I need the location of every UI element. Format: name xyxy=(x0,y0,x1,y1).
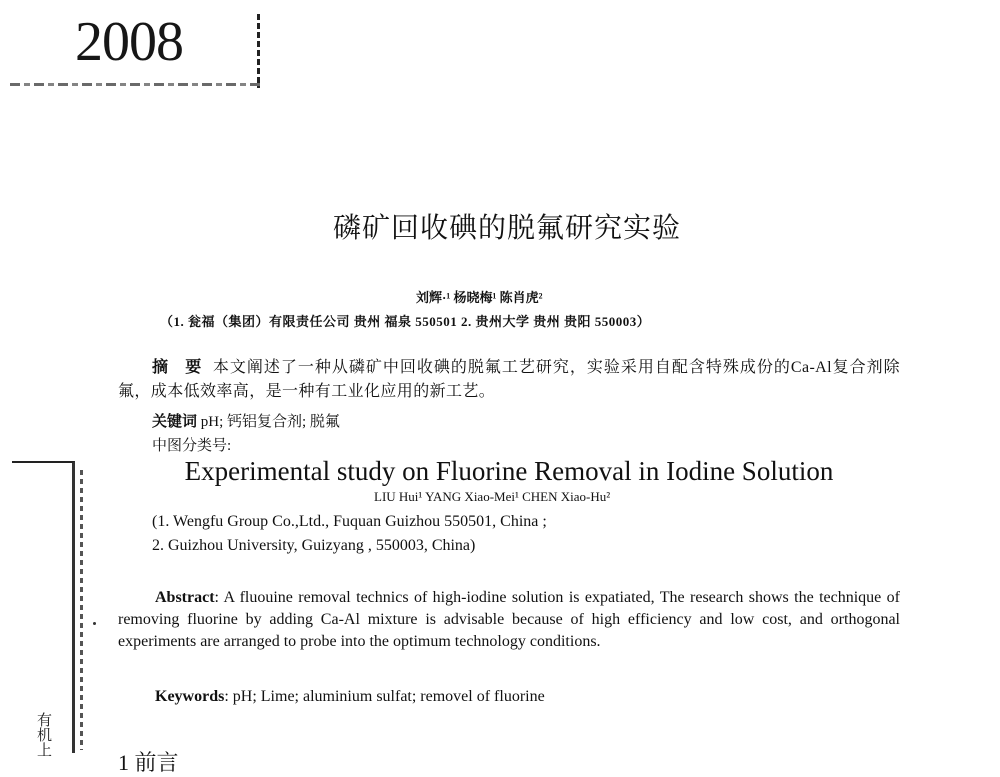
authors-chinese: 刘辉·¹ 杨晓梅¹ 陈肖虎² xyxy=(416,290,543,305)
abstract-english-text: : A fluouine removal technics of high-iodine solution is expatiated, The research shows the technique of removing fluorine by adding Ca-Al mixture is advisable because of high efficiency and low cost, and orthogonal experiments are arranged to probe into the optimum technology conditions. xyxy=(118,589,900,650)
margin-side-text: 有机上 xyxy=(37,713,53,759)
affiliation-english-line-2: 2. Guizhou University, Guizyang , 550003, China) xyxy=(152,537,476,554)
keywords-chinese-label: 关键词 xyxy=(152,414,198,430)
margin-binding-bracket xyxy=(12,461,75,753)
keywords-chinese-text: pH; 钙铝复合剂; 脱氟 xyxy=(200,414,340,430)
abstract-english-label: Abstract xyxy=(155,589,215,606)
year-stamp-rule-horizontal xyxy=(10,83,260,86)
authors-english: LIU Hui¹ YANG Xiao-Mei¹ CHEN Xiao-Hu² xyxy=(374,489,611,504)
abstract-chinese xyxy=(118,356,900,404)
abstract-chinese-text: 本文阐述了一种从磷矿中回收碘的脱氟工艺研究，实验采用自配含特殊成份的Ca-Al复合剂除氟，成本低效率高，是一种有工业化应用的新工艺。 xyxy=(118,359,900,400)
margin-binding-dashes xyxy=(80,470,83,750)
affiliation-english-line-1: (1. Wengfu Group Co.,Ltd., Fuquan Guizhou 550501, China ; xyxy=(152,513,547,530)
margin-dot xyxy=(93,622,96,625)
section-heading-introduction: 1 前言 xyxy=(118,750,179,775)
keywords-english-label: Keywords xyxy=(155,688,225,705)
abstract-english xyxy=(118,587,900,653)
year-stamp: 2008 xyxy=(75,11,183,73)
affiliation-chinese: （1. 瓮福（集团）有限责任公司 贵州 福泉 550501 2. 贵州大学 贵州 贵阳 550003） xyxy=(160,314,651,329)
clc-number-chinese: 中图分类号: xyxy=(152,438,232,454)
title-english: Experimental study on Fluorine Removal in Iodine Solution xyxy=(184,456,834,486)
keywords-chinese xyxy=(152,410,340,431)
keywords-english xyxy=(155,688,545,706)
keywords-english-text: : pH; Lime; aluminium sulfat; removel of fluorine xyxy=(224,688,545,705)
year-stamp-rule-vertical xyxy=(257,14,260,88)
title-chinese: 磷矿回收碘的脱氟研究实验 xyxy=(332,213,681,244)
abstract-chinese-label: 摘 要 xyxy=(152,359,208,376)
